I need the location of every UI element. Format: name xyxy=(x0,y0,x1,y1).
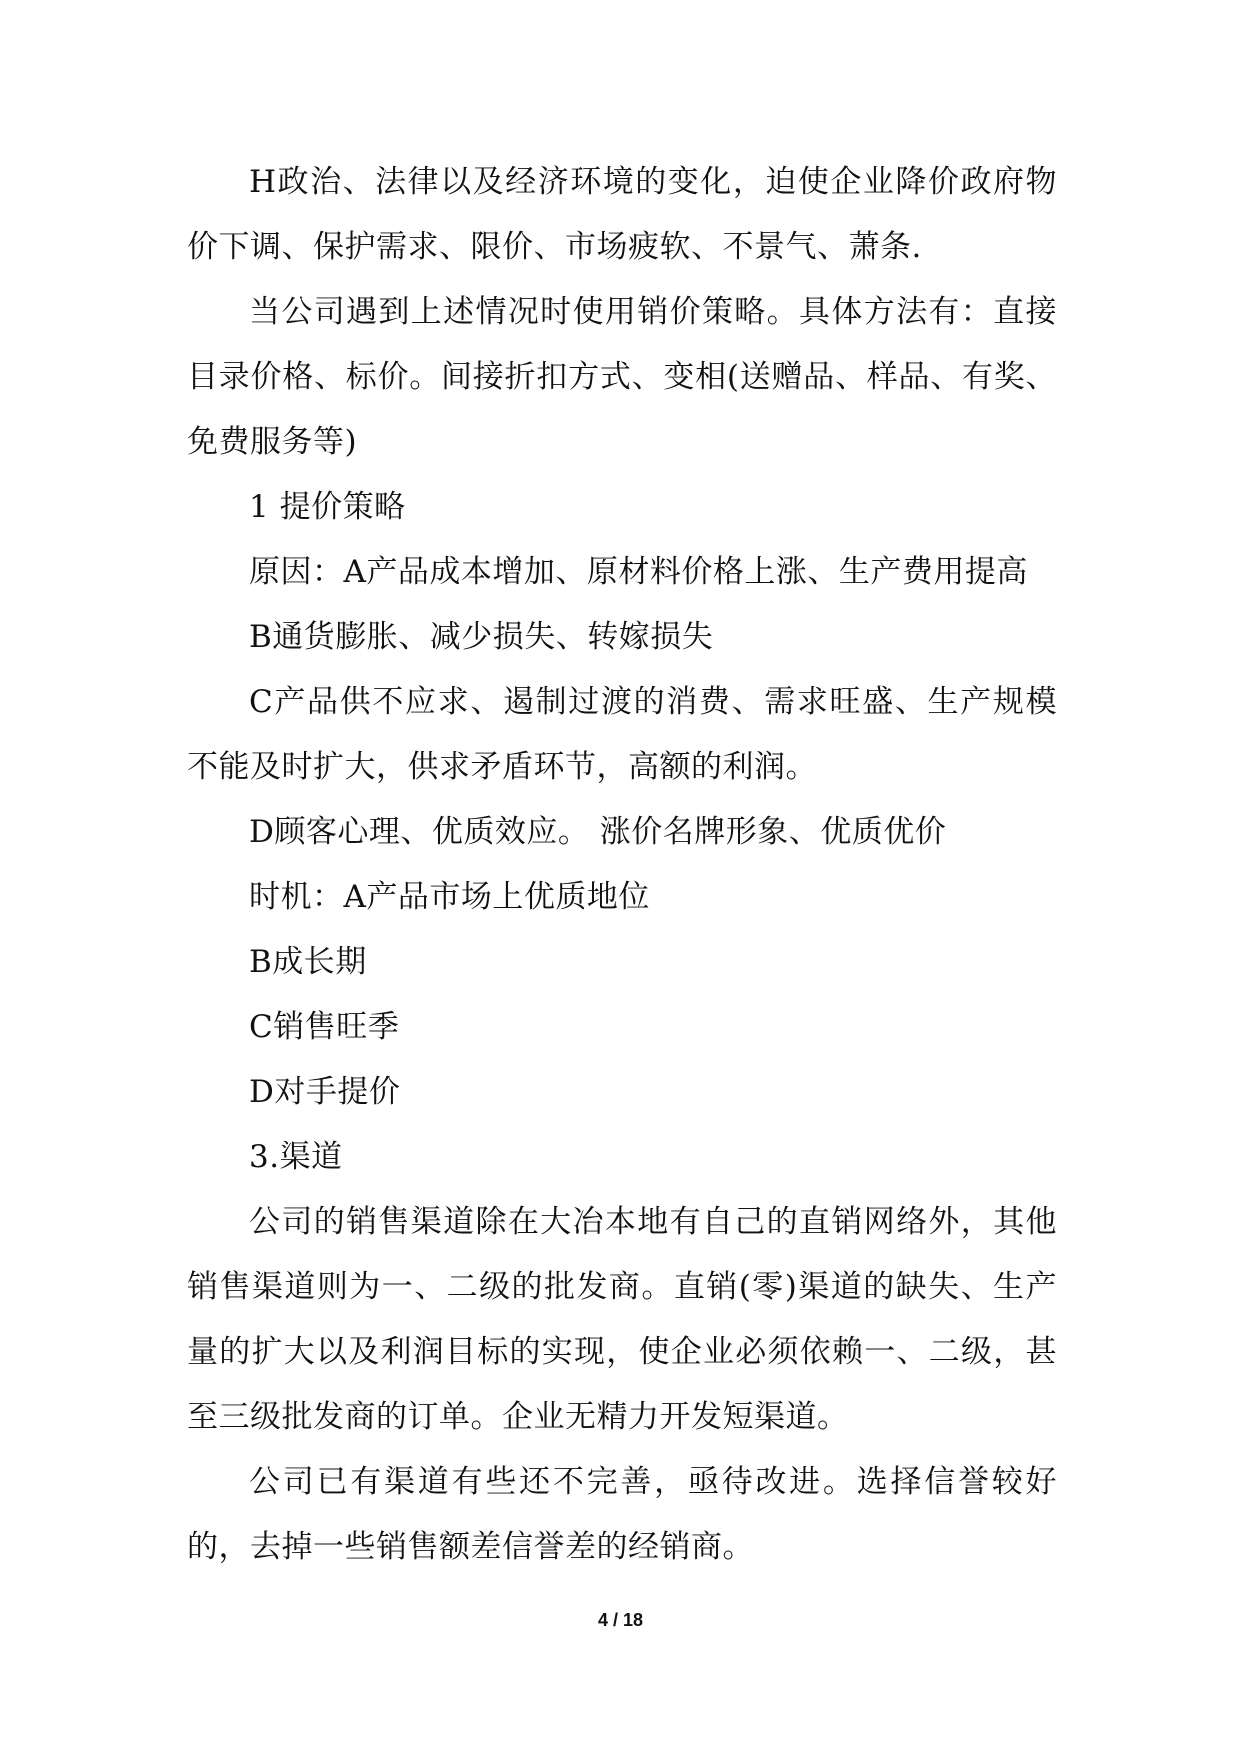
paragraph-price-cut-causes: H政治、法律以及经济环境的变化，迫使企业降价政府物价下调、保护需求、限价、市场疲软、不景气、萧条. xyxy=(187,164,1057,265)
paragraph-timing-c: C销售旺季 xyxy=(249,1009,400,1045)
paragraph-channels-description: 公司的销售渠道除在大冶本地有自己的直销网络外，其他销售渠道则为一、二级的批发商。直销(零)渠道的缺失、生产量的扩大以及利润目标的实现，使企业必须依赖一、二级，甚至三级批发商的订单。企业无精力开发短渠道。 xyxy=(187,1204,1057,1435)
heading-price-increase-strategy: 1 提价策略 xyxy=(249,489,406,525)
paragraph-reason-a: 原因：A产品成本增加、原材料价格上涨、生产费用提高 xyxy=(249,554,1028,590)
page-number: 4 / 18 xyxy=(597,1610,644,1630)
paragraph-reason-b: B通货膨胀、减少损失、转嫁损失 xyxy=(249,619,714,655)
document-body xyxy=(187,150,1057,1580)
paragraph-reason-d: D顾客心理、优质效应。 涨价名牌形象、优质优价 xyxy=(249,814,947,850)
paragraph-timing-a: 时机：A产品市场上优质地位 xyxy=(249,879,650,915)
paragraph-channels-improvement: 公司已有渠道有些还不完善，亟待改进。选择信誉较好的，去掉一些销售额差信誉差的经销商。 xyxy=(187,1464,1057,1565)
paragraph-reason-c: C产品供不应求、遏制过渡的消费、需求旺盛、生产规模不能及时扩大，供求矛盾环节，高额的利润。 xyxy=(187,684,1057,785)
paragraph-price-cut-methods: 当公司遇到上述情况时使用销价策略。具体方法有：直接目录价格、标价。间接折扣方式、变相(送赠品、样品、有奖、免费服务等) xyxy=(187,294,1057,460)
heading-channels: 3.渠道 xyxy=(249,1139,343,1175)
paragraph-timing-b: B成长期 xyxy=(249,944,367,980)
paragraph-timing-d: D对手提价 xyxy=(249,1074,401,1110)
